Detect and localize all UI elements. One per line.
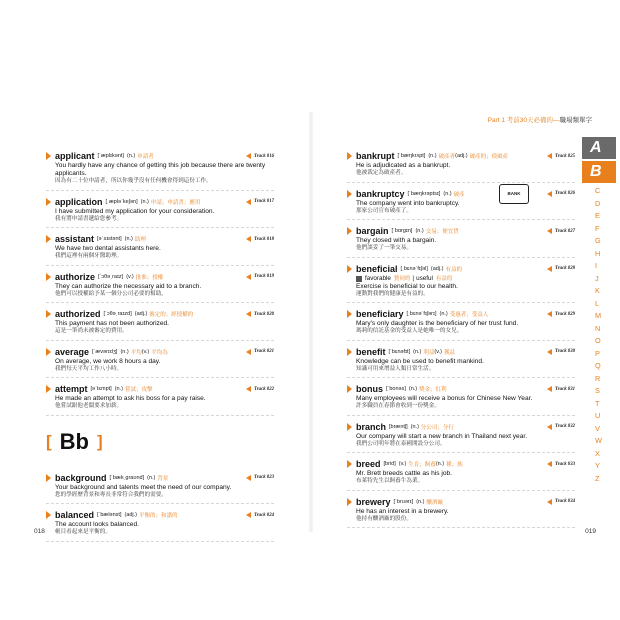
- bullet-triangle-icon: [347, 310, 352, 318]
- index-letter[interactable]: L: [595, 298, 600, 308]
- audio-speaker-icon[interactable]: [547, 349, 552, 355]
- example-english: Mary's only daughter is the beneficiary of her trust fund.: [356, 320, 519, 327]
- example-english: Knowledge can be used to benefit mankind.: [356, 357, 484, 365]
- example-chinese: 帳目看起來是平衡的。: [55, 529, 111, 535]
- entry-word: beneficiary: [356, 309, 404, 319]
- entry-meaning: 平均: [130, 349, 142, 356]
- audio-speaker-icon[interactable]: [547, 153, 552, 159]
- entry-header: [347, 383, 575, 395]
- entry-phonetic: [ˈbæŋkrʌpt]: [397, 153, 426, 159]
- entry-header: [46, 308, 274, 320]
- example-chinese: 這是一筆尚未被審定的費用。: [55, 328, 128, 334]
- example-chinese: 他們可以授權給予某一個分公司必要的幫助。: [55, 290, 167, 297]
- example-chinese: 瑪莉的信託基金的受益人是她唯一的女兒。: [356, 328, 463, 334]
- example-chinese: 他被裁定為破產者。: [356, 170, 407, 176]
- track-label: Track 024: [254, 512, 274, 518]
- example-english: On average, we work 8 hours a day.: [55, 357, 161, 365]
- entry-pos: (n.): [439, 311, 448, 317]
- entry-meaning-2: 破產的；使破產: [469, 154, 509, 160]
- entry-header: [347, 458, 575, 470]
- index-letter[interactable]: V: [595, 423, 600, 433]
- letter-index: [582, 185, 616, 485]
- synonym-separator: |: [412, 274, 415, 282]
- entry-header: [347, 150, 575, 162]
- tab-b-current[interactable]: [582, 161, 616, 183]
- track-label: Track 022: [254, 386, 274, 392]
- index-letter[interactable]: J: [595, 273, 599, 283]
- section-heading-b: [46, 422, 274, 462]
- vocab-entry: [347, 456, 575, 491]
- audio-speaker-icon[interactable]: [246, 386, 251, 392]
- entry-header: [46, 233, 274, 245]
- example-chinese: 我們每天平均工作八小時。: [55, 365, 123, 372]
- entry-word: applicant: [55, 151, 95, 161]
- entry-phonetic: [bræntʃ]: [389, 423, 408, 430]
- example-chinese: 他們談妥了一筆交易。: [356, 245, 412, 251]
- audio-speaker-icon[interactable]: [246, 475, 251, 481]
- example-english: He is adjudicated as a bankrupt.: [356, 162, 451, 169]
- entry-meaning-2: 獲益: [443, 349, 455, 356]
- track-label: Track 018: [254, 236, 274, 242]
- track-label: Track 025: [555, 153, 575, 159]
- entry-phonetic: [ˌbɛnəˈfɪʃəl]: [400, 265, 428, 272]
- entry-phonetic: [əˈsɪstənt]: [97, 236, 122, 242]
- entry-pos: (n.): [428, 153, 437, 159]
- vocab-entry: [347, 344, 575, 379]
- bullet-triangle-icon: [46, 348, 51, 356]
- index-letter[interactable]: Y: [595, 461, 600, 470]
- vocab-entry: [46, 381, 274, 416]
- entry-list-a: [46, 148, 274, 416]
- audio-speaker-icon[interactable]: [547, 191, 552, 197]
- index-letter[interactable]: Q: [595, 361, 601, 370]
- entry-meaning: 破產: [453, 191, 465, 198]
- track-label: Track 030: [555, 349, 575, 354]
- vocab-entry: [46, 306, 274, 341]
- entry-header: [46, 196, 274, 208]
- track-label: Track 021: [254, 349, 274, 354]
- entry-phonetic: [ˌbɛnəˈfɪʃərɪ]: [406, 311, 437, 317]
- bullet-triangle-icon: [46, 273, 51, 281]
- entry-word: authorize: [55, 271, 96, 282]
- entry-phonetic: [ˈbruərɪ]: [393, 498, 414, 505]
- entry-word: branch: [356, 421, 387, 432]
- entry-pos: (v.): [398, 461, 407, 467]
- running-head-part: Part 1 考前30天必備的: [487, 117, 553, 124]
- track-label: Track 020: [254, 311, 274, 317]
- audio-speaker-icon[interactable]: [246, 349, 251, 355]
- entry-meaning: 平衡的；和諧的: [139, 513, 178, 519]
- index-letter[interactable]: S: [595, 386, 600, 395]
- vocab-entry: [46, 194, 274, 229]
- index-letter[interactable]: Z: [595, 473, 600, 483]
- entry-header: [347, 421, 575, 433]
- entry-word: brewery: [356, 496, 391, 507]
- entry-header: [347, 225, 575, 237]
- page-number-left: 018: [34, 528, 45, 535]
- section-bracket-open: [: [46, 431, 52, 451]
- entry-phonetic: [ˈbɑrgɪn]: [391, 228, 413, 234]
- entry-meaning: 分公司；分行: [420, 424, 454, 431]
- entry-header: [46, 346, 274, 358]
- entry-phonetic: [ˈbɛnəfɪt]: [388, 348, 411, 355]
- entry-meaning-2: 種；族: [446, 462, 463, 468]
- left-column: [46, 148, 274, 545]
- track-label: Track 026: [555, 191, 575, 196]
- entry-meaning: 背景: [157, 475, 169, 482]
- bank-card-label: BANK: [507, 191, 521, 196]
- bullet-triangle-icon: [46, 474, 51, 482]
- running-head: [488, 115, 592, 124]
- entry-word: average: [55, 346, 90, 357]
- entry-header: [347, 263, 575, 275]
- entry-pos: (n.): [120, 348, 129, 355]
- entry-pos: (adj.): [430, 265, 444, 272]
- example-english: Mr. Brett breeds cattle as his job.: [356, 470, 453, 477]
- bullet-triangle-icon: [46, 198, 51, 206]
- track-label: Track 028: [555, 266, 575, 271]
- index-letter[interactable]: R: [595, 373, 601, 383]
- entry-word: authorized: [55, 309, 101, 319]
- index-letter[interactable]: P: [595, 348, 600, 358]
- example-english: We have two dental assistants here.: [55, 245, 161, 252]
- vocab-entry: [347, 186, 575, 221]
- right-column: [347, 148, 575, 531]
- entry-meaning: 獎金；紅利: [419, 387, 447, 393]
- index-letter[interactable]: U: [595, 411, 601, 420]
- entry-word: assistant: [55, 234, 95, 244]
- entry-header: [347, 308, 575, 320]
- track-label: Track 034: [555, 499, 575, 504]
- entry-pos: (n.): [408, 386, 418, 392]
- bullet-triangle-icon: [46, 310, 51, 318]
- entry-pos: (n.): [114, 386, 123, 392]
- vocab-entry: [46, 344, 274, 379]
- audio-speaker-icon[interactable]: [246, 512, 251, 518]
- entry-phonetic: [ˈɔθəˌraɪz]: [98, 273, 124, 280]
- index-letter[interactable]: X: [595, 448, 600, 458]
- entry-header: [46, 150, 274, 162]
- index-letter[interactable]: N: [595, 323, 601, 333]
- entry-phonetic: [ˈbælənst]: [97, 512, 122, 518]
- entry-meaning: 利益: [423, 349, 435, 356]
- audio-speaker-icon[interactable]: [246, 311, 251, 317]
- example-english: He has an interest in a brewery.: [356, 507, 449, 515]
- index-letter[interactable]: I: [595, 261, 598, 270]
- entry-phonetic: [ˈbæŋkrəptsɪ]: [407, 190, 441, 197]
- entry-word: breed: [356, 459, 381, 469]
- tab-a-label: A: [590, 139, 602, 156]
- bullet-triangle-icon: [46, 385, 51, 393]
- entry-meaning: 批准；授權: [135, 274, 164, 281]
- entry-pos: (n.): [147, 474, 156, 481]
- example-english: They can authorize the necessary aid to a branch.: [55, 282, 202, 290]
- entry-phonetic: [ˈɔθəˌraɪzd]: [103, 311, 132, 317]
- section-bracket-close: ]: [97, 431, 103, 451]
- index-letter[interactable]: H: [595, 248, 601, 258]
- bullet-triangle-icon: [46, 152, 51, 160]
- entry-phonetic: [ˈæplɪkənt]: [97, 153, 124, 159]
- entry-word: beneficial: [356, 263, 398, 274]
- entry-header: [46, 271, 274, 283]
- example-english: Exercise is beneficial to our health.: [356, 282, 458, 290]
- audio-speaker-icon[interactable]: [547, 311, 552, 317]
- entry-word: bargain: [356, 226, 389, 236]
- entry-pos: (n.): [124, 236, 133, 242]
- bullet-triangle-icon: [347, 190, 352, 198]
- bullet-triangle-icon: [347, 385, 352, 393]
- entry-meaning: 交易；便宜貨: [425, 229, 459, 235]
- entry-word: application: [55, 196, 103, 207]
- example-chinese: 您的學經歷背景和專長非常符合我們的需要。: [55, 491, 167, 498]
- track-label: Track 033: [555, 461, 575, 467]
- entry-pos-2: (n.): [435, 461, 445, 467]
- example-english: You hardly have any chance of getting this job because there are twenty applicants.: [55, 162, 266, 177]
- index-letter[interactable]: G: [595, 236, 601, 245]
- entry-meaning: 審定的；經授權的: [149, 312, 194, 318]
- index-letter[interactable]: W: [595, 436, 602, 445]
- track-label: Track 032: [555, 424, 575, 429]
- vocab-entry: [46, 507, 274, 542]
- entry-word: bankrupt: [356, 151, 395, 161]
- example-english: I have submitted my application for your consideration.: [55, 207, 215, 215]
- entry-phonetic: [brid]: [383, 461, 396, 467]
- entry-meaning: 受惠者；受益人: [449, 312, 489, 318]
- entry-pos: (n.): [415, 228, 424, 234]
- index-letter[interactable]: M: [595, 311, 602, 320]
- synonym-meaning: 贊同的: [393, 275, 411, 282]
- example-chinese: 知識可用來增益人類日常生活。: [356, 365, 435, 372]
- example-chinese: 運動對我們的健康是有益的。: [356, 290, 429, 297]
- example-english: The company went into bankruptcy.: [356, 199, 460, 207]
- entry-pos: (n.): [416, 498, 425, 505]
- vocab-entry: [46, 269, 274, 304]
- track-label: Track 016: [254, 153, 274, 159]
- entry-word: attempt: [55, 384, 88, 394]
- vocab-entry: [347, 494, 575, 529]
- entry-phonetic: [ˈævərɪdʒ]: [92, 348, 118, 355]
- audio-speaker-icon[interactable]: [547, 228, 552, 234]
- entry-header: [46, 383, 274, 395]
- bullet-triangle-icon: [347, 423, 352, 431]
- example-chinese: 我們公司明年將在泰國開設分公司。: [356, 440, 446, 447]
- bullet-triangle-icon: [347, 227, 352, 235]
- alphabet-tabs: [582, 137, 616, 485]
- entry-pos: (n.): [126, 153, 136, 159]
- entry-meaning-2: 平均為: [151, 349, 168, 356]
- bullet-triangle-icon: [347, 498, 352, 506]
- audio-speaker-icon[interactable]: [547, 386, 552, 392]
- bullet-triangle-icon: [347, 460, 352, 468]
- entry-pos-2: (adj.): [455, 153, 468, 159]
- example-english: Our company will start a new branch in Thailand next year.: [356, 432, 528, 440]
- entry-meaning: 破產者: [438, 154, 456, 160]
- entry-pos: (adj.): [134, 311, 148, 317]
- entry-pos: (n.): [410, 423, 419, 430]
- entry-pos: (adj.): [124, 512, 138, 518]
- audio-speaker-icon[interactable]: [246, 274, 251, 280]
- vocab-entry: [347, 261, 575, 304]
- entry-pos-2: (v.): [434, 348, 442, 355]
- entry-word: balanced: [55, 510, 95, 520]
- audio-speaker-icon[interactable]: [547, 424, 552, 430]
- vocab-entry: [347, 381, 575, 416]
- index-letter[interactable]: F: [595, 223, 600, 233]
- entry-word: bankruptcy: [356, 188, 405, 199]
- bullet-triangle-icon: [347, 348, 352, 356]
- bank-card-icon: [499, 184, 529, 204]
- synonym-marker-icon: [356, 276, 362, 282]
- bullet-triangle-icon: [46, 235, 51, 243]
- entry-pos: (n.): [413, 348, 422, 355]
- page-number-right: 019: [585, 528, 596, 535]
- index-letter[interactable]: E: [595, 211, 600, 220]
- track-label: Track 023: [254, 475, 274, 480]
- track-label: Track 019: [254, 274, 274, 279]
- audio-speaker-icon[interactable]: [246, 153, 251, 159]
- bullet-triangle-icon: [347, 265, 352, 273]
- audio-speaker-icon[interactable]: [547, 499, 552, 505]
- vocab-entry: [347, 223, 575, 258]
- entry-meaning: 申請者: [137, 154, 154, 160]
- vocab-entry: [347, 148, 575, 183]
- entry-phonetic: [əˈtɛmpt]: [90, 386, 112, 392]
- tab-a[interactable]: [582, 137, 616, 159]
- entry-word: benefit: [356, 346, 386, 357]
- synonym-line: [356, 275, 575, 283]
- entry-meaning: 嘗試；攻擊: [124, 387, 153, 393]
- track-label: Track 031: [555, 386, 575, 392]
- running-head-dash: —: [553, 117, 560, 124]
- section-title: Bb: [59, 428, 89, 454]
- example-english: Many employees will receive a bonus for Chinese New Year.: [356, 395, 533, 402]
- entry-meaning: 生育；飼養: [408, 462, 436, 468]
- audio-speaker-icon[interactable]: [246, 236, 251, 242]
- bullet-triangle-icon: [347, 152, 352, 160]
- index-letter[interactable]: D: [595, 198, 601, 208]
- example-chinese: 布萊特先生以飼養牛為業。: [356, 478, 424, 484]
- tab-b-label: B: [590, 163, 602, 180]
- vocab-entry: [347, 306, 575, 341]
- index-letter[interactable]: K: [595, 286, 600, 295]
- example-chinese: 我們這裡有兩個牙醫助理。: [55, 253, 123, 259]
- entry-meaning: 申請；申請書；應用: [150, 199, 201, 206]
- entry-header: [46, 509, 274, 521]
- entry-list-b: [46, 470, 274, 542]
- audio-speaker-icon[interactable]: [246, 199, 251, 205]
- entry-list-right: [347, 148, 575, 528]
- vocab-entry: [347, 419, 575, 454]
- entry-pos-2: (v.): [141, 348, 150, 355]
- entry-header: [347, 188, 575, 200]
- track-label: Track 029: [555, 311, 575, 317]
- example-chinese: 他持有釀酒廠的股份。: [356, 515, 412, 522]
- example-chinese: 那家公司宣布破產了。: [356, 207, 412, 214]
- entry-word: bonus: [356, 384, 383, 394]
- example-chinese: 因為有二十位申請者，所以你幾乎沒有任何機會得到這份工作。: [55, 178, 212, 184]
- track-label: Track 017: [254, 199, 274, 204]
- index-letter[interactable]: T: [595, 398, 600, 408]
- running-head-title: 職場類單字: [559, 117, 592, 124]
- entry-pos: (n.): [140, 198, 149, 205]
- vocab-entry: [46, 148, 274, 191]
- vocab-entry: [46, 470, 274, 505]
- entry-phonetic: [ˌæpləˈkeʃən]: [105, 198, 138, 205]
- entry-meaning: 有益的: [445, 266, 462, 273]
- bullet-triangle-icon: [46, 511, 51, 519]
- entry-pos: (n.): [443, 190, 452, 197]
- page-gutter: [308, 112, 314, 532]
- example-english: This payment has not been authorized.: [55, 320, 169, 327]
- entry-meaning: 釀酒廠: [426, 499, 443, 506]
- example-english: He made an attempt to ask his boss for a pay raise.: [55, 395, 206, 402]
- synonym-word-2: useful: [416, 274, 433, 282]
- example-chinese: 我有將申請書遞給您參考。: [55, 215, 123, 222]
- entry-phonetic: [ˈbækˌgraʊnd]: [109, 474, 145, 481]
- entry-word: background: [55, 472, 107, 483]
- entry-header: [347, 346, 575, 358]
- entry-meaning: 助理: [134, 237, 146, 243]
- synonym-meaning-2: 有益的: [435, 275, 453, 282]
- entry-header: [347, 496, 575, 508]
- index-letter[interactable]: C: [595, 186, 601, 195]
- example-english: Your background and talents meet the need of our company.: [55, 483, 232, 491]
- entry-phonetic: [ˈbonəs]: [386, 386, 406, 392]
- example-english: They closed with a bargain.: [356, 237, 437, 244]
- example-chinese: 許多職員在春節會收到一份獎金。: [356, 403, 440, 409]
- entry-pos: (v.): [126, 273, 134, 280]
- example-chinese: 他嘗試跟他老闆要求加薪。: [55, 403, 123, 409]
- audio-speaker-icon[interactable]: [547, 266, 552, 272]
- track-label: Track 027: [555, 228, 575, 234]
- synonym-word: favorable: [365, 274, 391, 282]
- example-english: The account looks balanced.: [55, 521, 139, 528]
- vocab-entry: [46, 231, 274, 266]
- entry-header: [46, 472, 274, 484]
- index-letter[interactable]: O: [595, 336, 601, 345]
- audio-speaker-icon[interactable]: [547, 461, 552, 467]
